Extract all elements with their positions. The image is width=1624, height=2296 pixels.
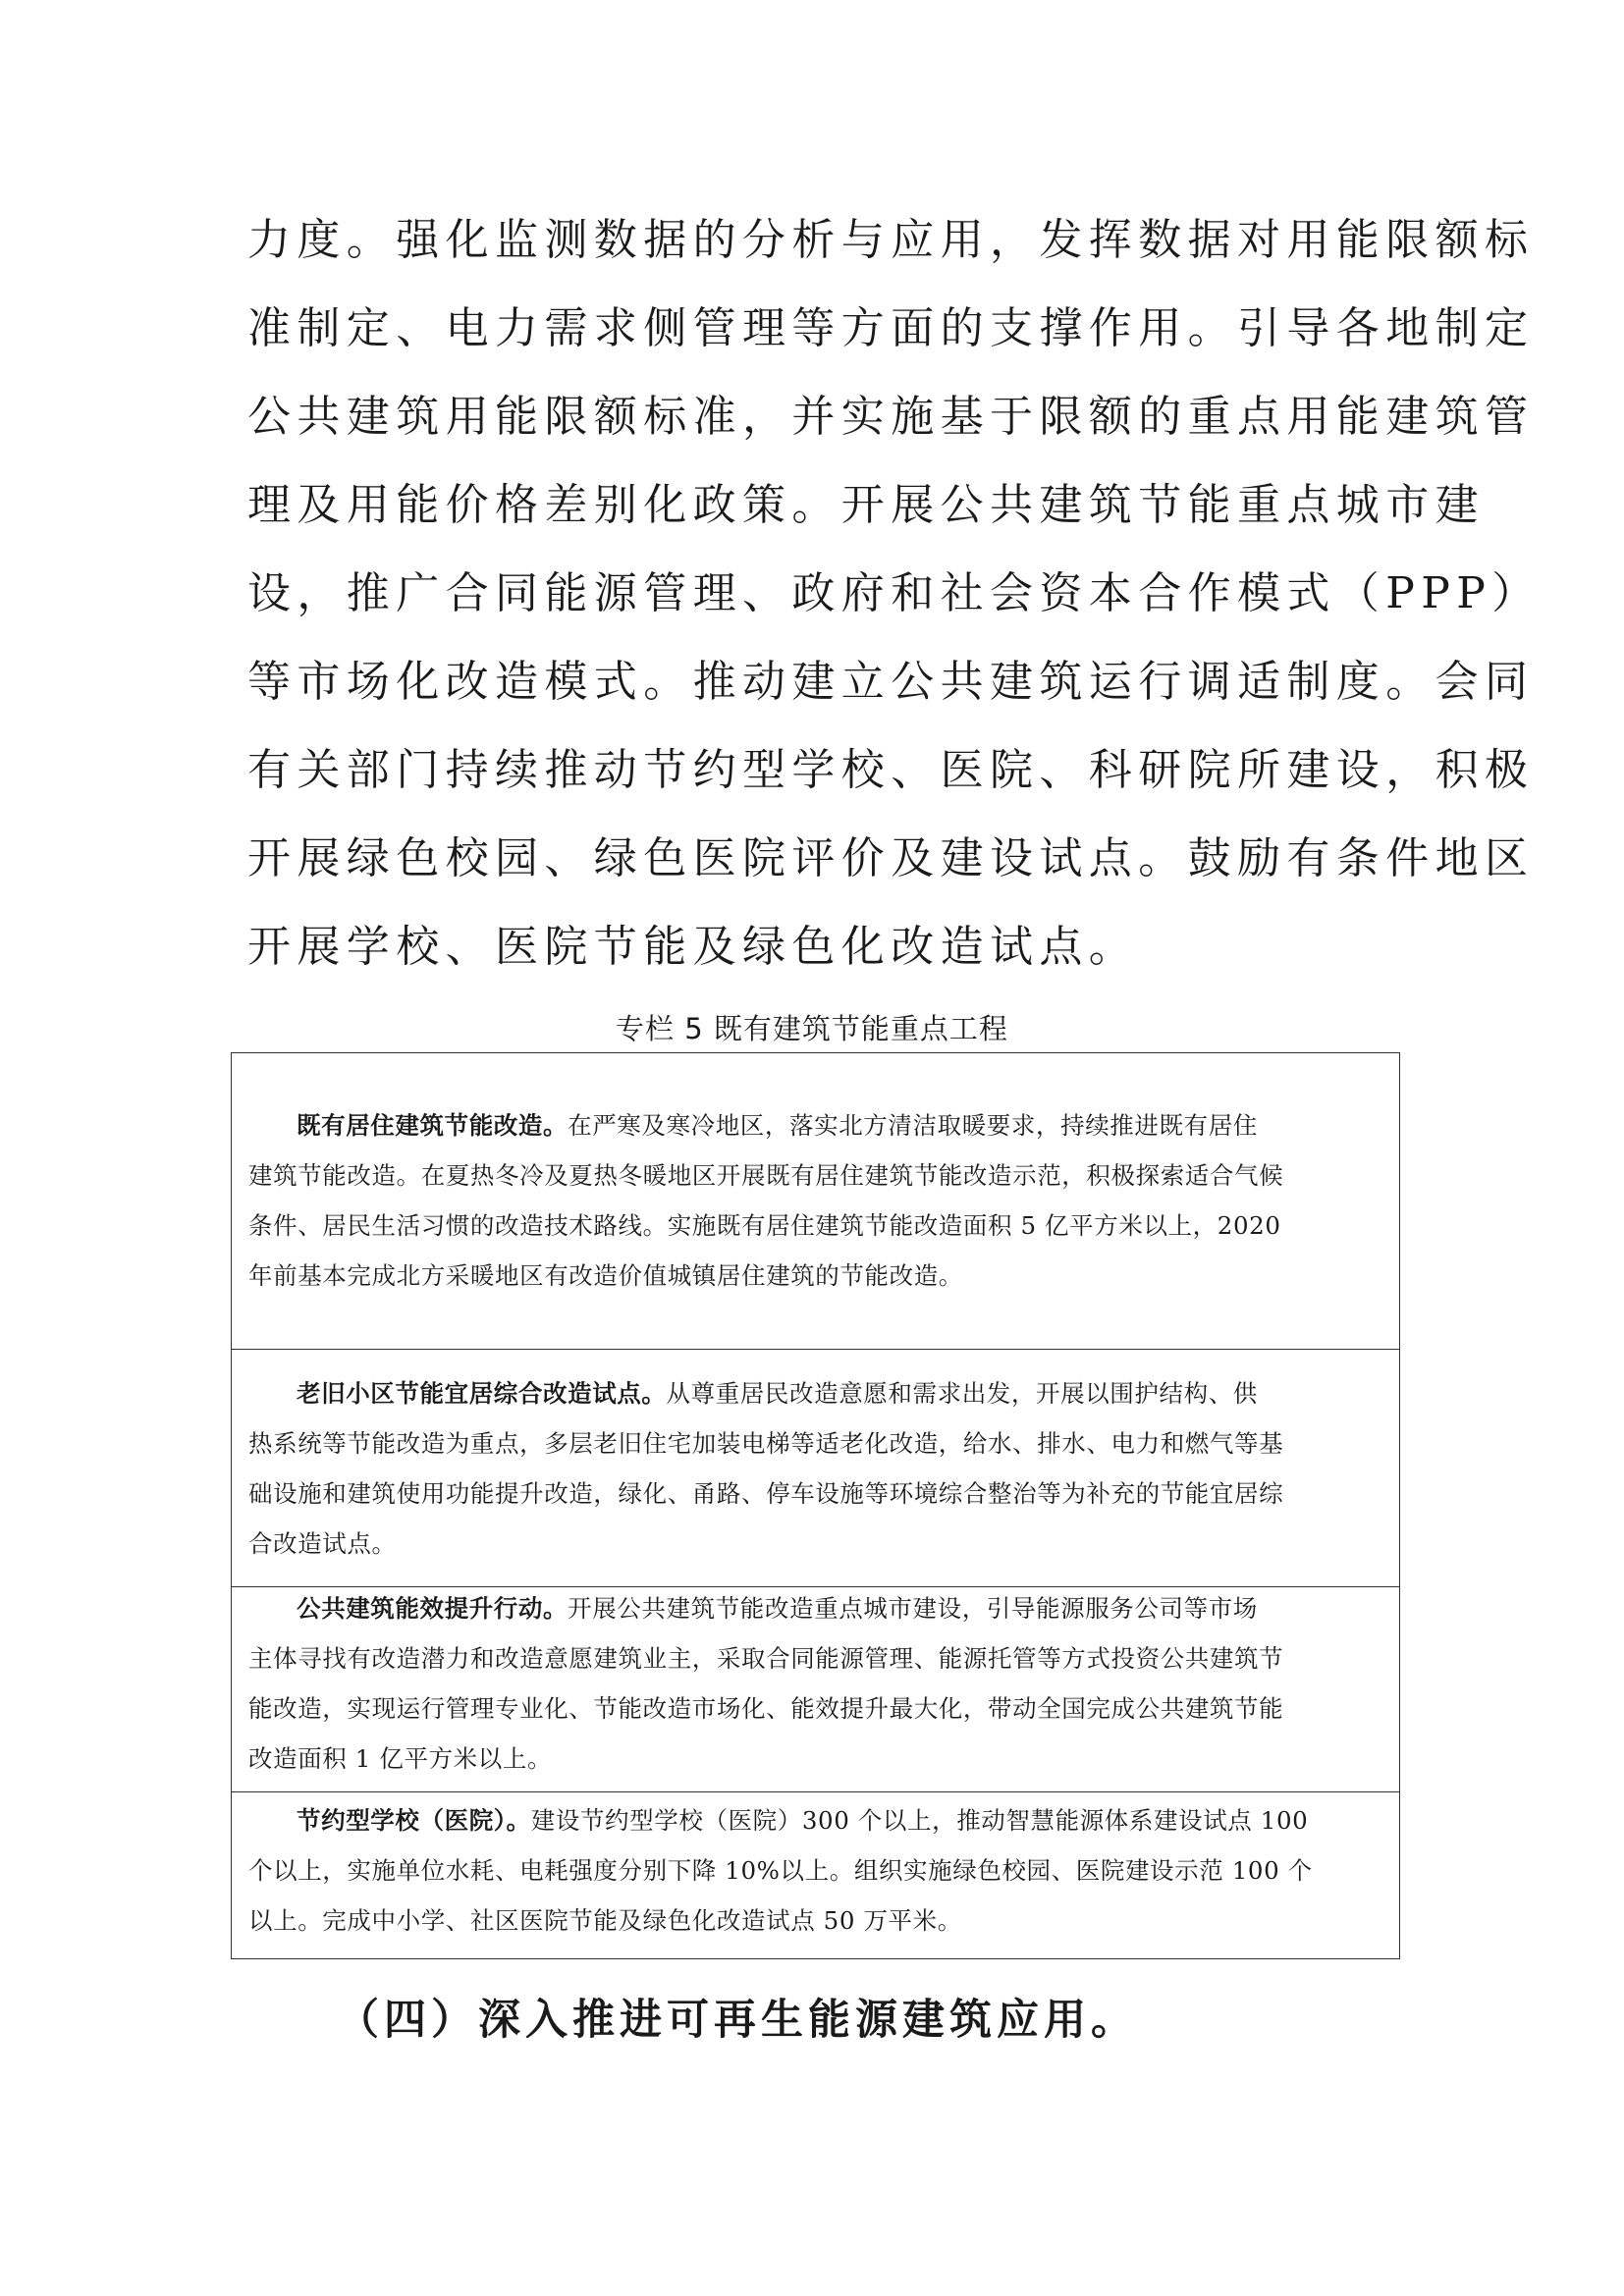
box-item-line [248,1589,1383,1639]
paragraph-line: 等市场化改造模式。推动建立公共建筑运行调适制度。会同 [247,657,1535,707]
paragraph-line: 理及用能价格差别化政策。开展公共建筑节能重点城市建 [247,480,1485,530]
box-item [232,1053,1399,1350]
box-item [232,1587,1399,1792]
box-item [232,1350,1399,1587]
box-item [232,1792,1399,1957]
box-item-text: 建设节约型学校（医院）300 个以上，推动智慧能源体系建设试点 100 [530,1806,1309,1835]
box-item-head: 既有居住建筑节能改造。 [297,1111,568,1140]
box-item-text: 在严寒及寒冷地区，落实北方清洁取暖要求，持续推进既有居住 [568,1111,1258,1140]
box-item-line: 主体寻找有改造潜力和改造意愿建筑业主，采取合同能源管理、能源托管等方式投资公共建筑节 [248,1644,1284,1673]
box-item-text: 开展公共建筑节能改造重点城市建设，引导能源服务公司等市场 [568,1594,1258,1623]
box-item-line: 年前基本完成北方采暖地区有改造价值城镇居住建筑的节能改造。 [248,1261,963,1290]
box-item-head: 节约型学校（医院）。 [297,1806,531,1835]
box-item-line: 个以上，实施单位水耗、电耗强度分别下降 10%以上。组织实施绿色校园、医院建设示范 100 个 [248,1856,1313,1885]
box-title: 专栏 5 既有建筑节能重点工程 [616,1012,1008,1045]
box-item-line [248,1801,1383,1851]
paragraph-line: 有关部门持续推动节约型学校、医院、科研院所建设，积极 [247,745,1535,795]
box-item-line: 能改造，实现运行管理专业化、节能改造市场化、能效提升最大化，带动全国完成公共建筑节能 [248,1694,1284,1723]
section-heading: （四）深入推进可再生能源建筑应用。 [337,1996,1138,2045]
paragraph-line: 力度。强化监测数据的分析与应用，发挥数据对用能限额标 [247,215,1535,265]
box-item-line: 建筑节能改造。在夏热冬冷及夏热冬暖地区开展既有居住建筑节能改造示范，积极探索适合气候 [248,1161,1284,1190]
paragraph-line: 开展学校、医院节能及绿色化改造试点。 [247,922,1139,972]
box-item-line: 热系统等节能改造为重点，多层老旧住宅加装电梯等适老化改造，给水、排水、电力和燃气等基 [248,1429,1284,1458]
box-item-line: 条件、居民生活习惯的改造技术路线。实施既有居住建筑节能改造面积 5 亿平方米以上，2020 [248,1211,1281,1240]
box-item-line: 改造面积 1 亿平方米以上。 [248,1744,553,1773]
paragraph-line: 公共建筑用能限额标准，并实施基于限额的重点用能建筑管 [247,392,1535,442]
box-item-head: 公共建筑能效提升行动。 [297,1594,568,1623]
paragraph-line: 准制定、电力需求侧管理等方面的支撑作用。引导各地制定 [247,303,1535,353]
box-item-line [248,1374,1383,1424]
body-paragraph [247,211,1542,1006]
paragraph-line: 开展绿色校园、绿色医院评价及建设试点。鼓励有条件地区 [247,833,1535,883]
feature-box [231,1052,1400,1959]
box-item-line: 合改造试点。 [248,1529,397,1558]
paragraph-line: 设，推广合同能源管理、政府和社会资本合作模式（PPP） [247,568,1542,618]
box-item-line: 以上。完成中小学、社区医院节能及绿色化改造试点 50 万平米。 [248,1906,962,1935]
box-item-line: 础设施和建筑使用功能提升改造，绿化、甬路、停车设施等环境综合整治等为补充的节能宜居综 [248,1479,1284,1508]
box-item-line [248,1106,1383,1156]
box-item-head: 老旧小区节能宜居综合改造试点。 [297,1379,667,1408]
box-item-text: 从尊重居民改造意愿和需求出发，开展以围护结构、供 [666,1379,1258,1408]
